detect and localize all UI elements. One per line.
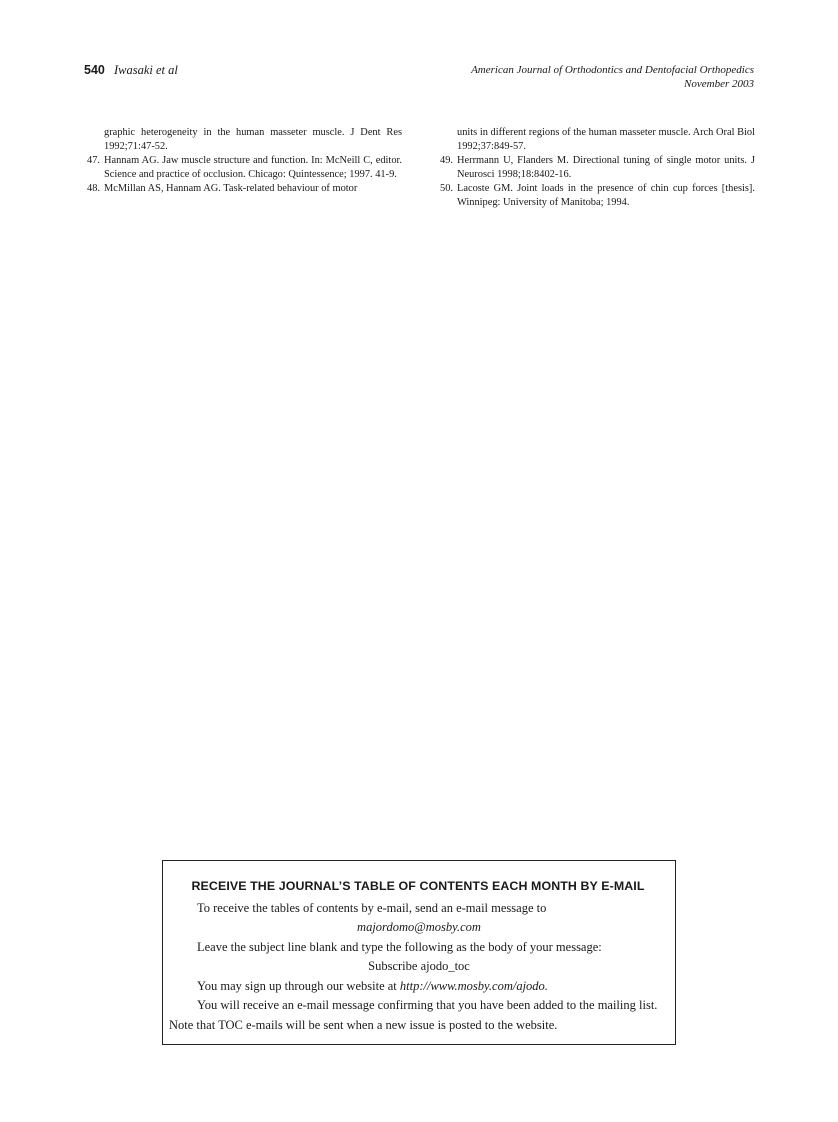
reference-number: 47. [87, 155, 100, 166]
reference-number: 49. [440, 155, 453, 166]
references-left-column [84, 126, 402, 196]
notice-email-address[interactable]: majordomo@mosby.com [357, 920, 481, 934]
notice-website-prefix: You may sign up through our website at [197, 978, 400, 993]
notice-line-confirmation: You will receive an e-mail message confirming that you have been added to the mailing list. Note that TOC e-mails will be sent when a new issue is posted to the website. [169, 998, 658, 1032]
issue-date: November 2003 [684, 78, 754, 90]
reference-item [437, 182, 755, 210]
reference-text: McMillan AS, Hannam AG. Task-related behaviour of motor [104, 183, 358, 194]
reference-text: Lacoste GM. Joint loads in the presence of chin cup forces [thesis]. Winnipeg: University of Manitoba; 1994. [457, 183, 755, 208]
page-number: 540 [84, 63, 105, 77]
running-header-left [84, 63, 178, 78]
reference-text: graphic heterogeneity in the human masseter muscle. J Dent Res 1992;71:47-52. [104, 127, 402, 152]
notice-line-send-email: To receive the tables of contents by e-mail, send an e-mail message to [197, 900, 547, 915]
reference-text: Herrmann U, Flanders M. Directional tuning of single motor units. J Neurosci 1998;18:8402-16. [457, 155, 755, 180]
reference-item [84, 154, 402, 182]
reference-text: Hannam AG. Jaw muscle structure and function. In: McNeill C, editor. Science and practice of occlusion. Chicago: Quintessence; 1997. 41-9. [104, 155, 402, 180]
running-authors: Iwasaki et al [113, 63, 178, 77]
notice-command: Subscribe ajodo_toc [368, 959, 470, 973]
notice-title: RECEIVE THE JOURNAL’S TABLE OF CONTENTS EACH MONTH BY E-MAIL [191, 879, 645, 893]
journal-title: American Journal of Orthodontics and Dentofacial Orthopedics [471, 64, 754, 76]
reference-item [84, 126, 402, 154]
reference-number: 50. [440, 183, 453, 194]
notice-line-website [169, 977, 659, 997]
reference-item [84, 182, 402, 196]
notice-line-subject: Leave the subject line blank and type the following as the body of your message: [197, 939, 602, 954]
reference-item [437, 126, 755, 154]
running-header-right [471, 63, 754, 91]
toc-email-notice-box [162, 860, 676, 1045]
reference-item [437, 154, 755, 182]
reference-number: 48. [87, 183, 100, 194]
reference-text: units in different regions of the human masseter muscle. Arch Oral Biol 1992;37:849-57. [457, 127, 755, 152]
notice-website-link[interactable]: http://www.mosby.com/ajodo. [399, 978, 548, 993]
references-right-column [437, 126, 755, 210]
